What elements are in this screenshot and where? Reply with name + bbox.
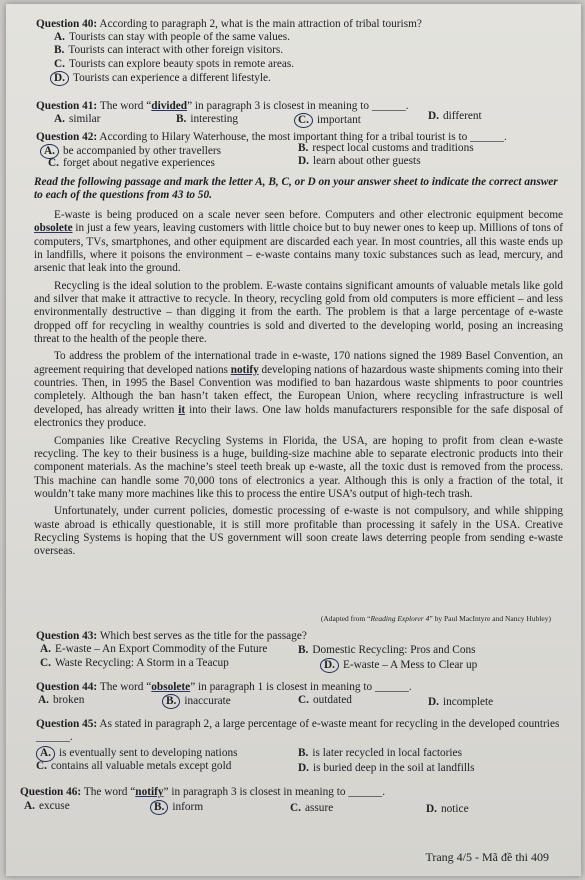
paragraph-3: To address the problem of the international trade in e-waste, 170 nations signed the 1989 Basel Convention, an agreement requiring that developed nations notify developing nations of hazardous waste shipments coming into their countries. Then, in 1995 the Basel Convention was modified to ban hazardous waste shipments to poor countries completely. Although the ban hasn’t taken effect, the European Union, where recycling infrastructure is well developed, has already written it into their laws. One law holds manufacturers responsible for the safe disposal of electronics they produce. (34, 350, 563, 430)
option-a-selected: A. be accompanied by other travellers (44, 144, 221, 159)
paragraph-4: Companies like Creative Recycling Systems in Florida, the USA, are hoping to profit from clean e-waste recycling. The key to their business is a huge, building-size machine able to separate electronic products into their component materials. As the machine’s steel teeth break up e-waste, all the toxic dust is removed from the process. This machine can handle some 70,000 tons of electronics a year. Although this is only a fraction of the total, it wouldn’t take many more machines like this to process the entire USA’s output of high-tech trash. (34, 434, 563, 500)
reading-passage (34, 209, 563, 563)
option-c: C. Waste Recycling: A Storm in a Teacup (40, 657, 229, 670)
option-d: D. different (428, 110, 482, 123)
option-d: D. learn about other guests (298, 155, 421, 168)
exam-page (6, 4, 581, 876)
option-a-selected: A. is eventually sent to developing nations (40, 746, 238, 761)
option-c-selected: C. important (298, 113, 361, 128)
option-d-selected: D. Tourists can experience a different lifestyle. (54, 71, 563, 86)
paragraph-1: E-waste is being produced on a scale never seen before. Computers and other electronic equipment become obsolete in just a few years, leaving customers with little choice but to buy newer ones to keep up. Millions of tons of computers, TVs, smartphones, and other equipment are discarded each year. In most countries, all this waste ends up in landfills, where it poisons the environment – e-waste contains many toxic substances such as lead, mercury, and arsenic that leak into the ground. (34, 209, 563, 275)
option-b-selected: B. inform (154, 800, 203, 815)
question-40-stem (36, 18, 563, 31)
option-c: C. assure (290, 802, 334, 815)
option-d: D. is buried deep in the soil at landfills (298, 762, 475, 775)
option-a: A. broken (38, 694, 85, 707)
question-46: Question 46: The word “notify” in paragraph 3 is closest in meaning to ______. A. excuse B. inform C. assure D. notice (20, 786, 469, 816)
option-b: B. interesting (176, 113, 239, 126)
option-b-selected: B. inaccurate (166, 694, 231, 709)
target-word-it: it (178, 403, 186, 416)
target-word-obsolete: obsolete (34, 222, 73, 235)
paragraph-5: Unfortunately, under current policies, domestic processing of e-waste is not compulsory, and while shipping waste abroad is ethically questionable, it is still more profitable than processing it safely in the USA. Creative Recycling Systems is hoping that the US government will soon create laws deterring people from sending e-waste overseas. (34, 505, 563, 558)
paragraph-2: Recycling is the ideal solution to the problem. E-waste contains significant amounts of valuable metals like gold and silver that make it attractive to recycle. In theory, recycling gold from old computers is more efficient – and less environmentally destructive – than digging it from the earth. The problem is that a large percentage of e-waste dropped off for recycling in wealthy countries is sold and diverted to the developing world, posing an increasing threat to the health of the people there. (34, 279, 563, 346)
option-a: A. Tourists can stay with people of the same values. (54, 31, 290, 44)
question-text: According to paragraph 2, what is the main attraction of tribal tourism? (99, 18, 422, 30)
question-40 (36, 18, 563, 86)
target-word-notify: notify (230, 363, 259, 376)
option-c: C. Tourists can explore beauty spots in remote areas. (54, 57, 295, 70)
answer-circle: D. (320, 658, 339, 673)
option-a: A. similar (54, 113, 101, 126)
option-a: A. E-waste – An Export Commodity of the Future (40, 643, 268, 656)
question-41-stem: Question 41: The word “divided” in paragraph 3 is closest in meaning to ______. (36, 100, 409, 112)
option-d: D. incomplete (428, 696, 494, 709)
option-c: C. contains all valuable metals except gold (36, 760, 232, 773)
option-d: D. notice (426, 803, 469, 816)
option-a: A. excuse (24, 800, 70, 813)
answer-circle: B. (162, 694, 180, 709)
answer-circle: A. (36, 746, 55, 761)
question-45: Question 45: As stated in paragraph 2, a large percentage of e-waste meant for recycling in the developed countries ______. A. is eventually sent to developing nations B. is later recycled in local factories C. contains all valuable metals except gold D. is buried deep in the soil at landfills (36, 718, 560, 775)
option-b: B. Domestic Recycling: Pros and Cons (298, 644, 476, 657)
page-footer: Trang 4/5 - Mã đề thi 409 (425, 850, 549, 864)
question-label: Question 40: (36, 18, 98, 30)
target-word: divided (151, 100, 188, 112)
answer-circle: A. (40, 144, 59, 159)
option-d-selected: D. E-waste – A Mess to Clear up (324, 658, 477, 673)
question-44: Question 44: The word “obsolete” in paragraph 1 is closest in meaning to ______. A. broken B. inaccurate C. outdated D. incomplete (36, 681, 494, 709)
option-c: C. outdated (298, 694, 352, 707)
answer-circle: B. (150, 800, 168, 815)
option-b: B. Tourists can interact with other foreign visitors. (54, 44, 284, 57)
passage-source: (Adapted from “Reading Explorer 4” by Paul MacIntyre and Nancy Hubley) (320, 614, 551, 623)
section-instruction: Read the following passage and mark the letter A, B, C, or D on your answer sheet to indicate the correct answer to each of the questions from 43 to 50. (34, 176, 558, 201)
question-43: Question 43: Which best serves as the title for the passage? A. E-waste – An Export Commodity of the Future B. Domestic Recycling: Pros and Cons C. Waste Recycling: A Storm in a Teacup D. E-waste – A Mess to Clear up (36, 630, 563, 671)
question-41 (36, 100, 563, 127)
option-b: B. respect local customs and traditions (298, 142, 474, 155)
question-42 (36, 131, 563, 172)
option-c: C. forget about negative experiences (48, 157, 215, 170)
answer-circle: D. (50, 71, 69, 86)
option-b: B. is later recycled in local factories (298, 747, 462, 760)
answer-circle: C. (294, 113, 313, 128)
question-42-stem: Question 42: According to Hilary Waterhouse, the most important thing for a tribal tourist is to ______. (36, 131, 507, 143)
